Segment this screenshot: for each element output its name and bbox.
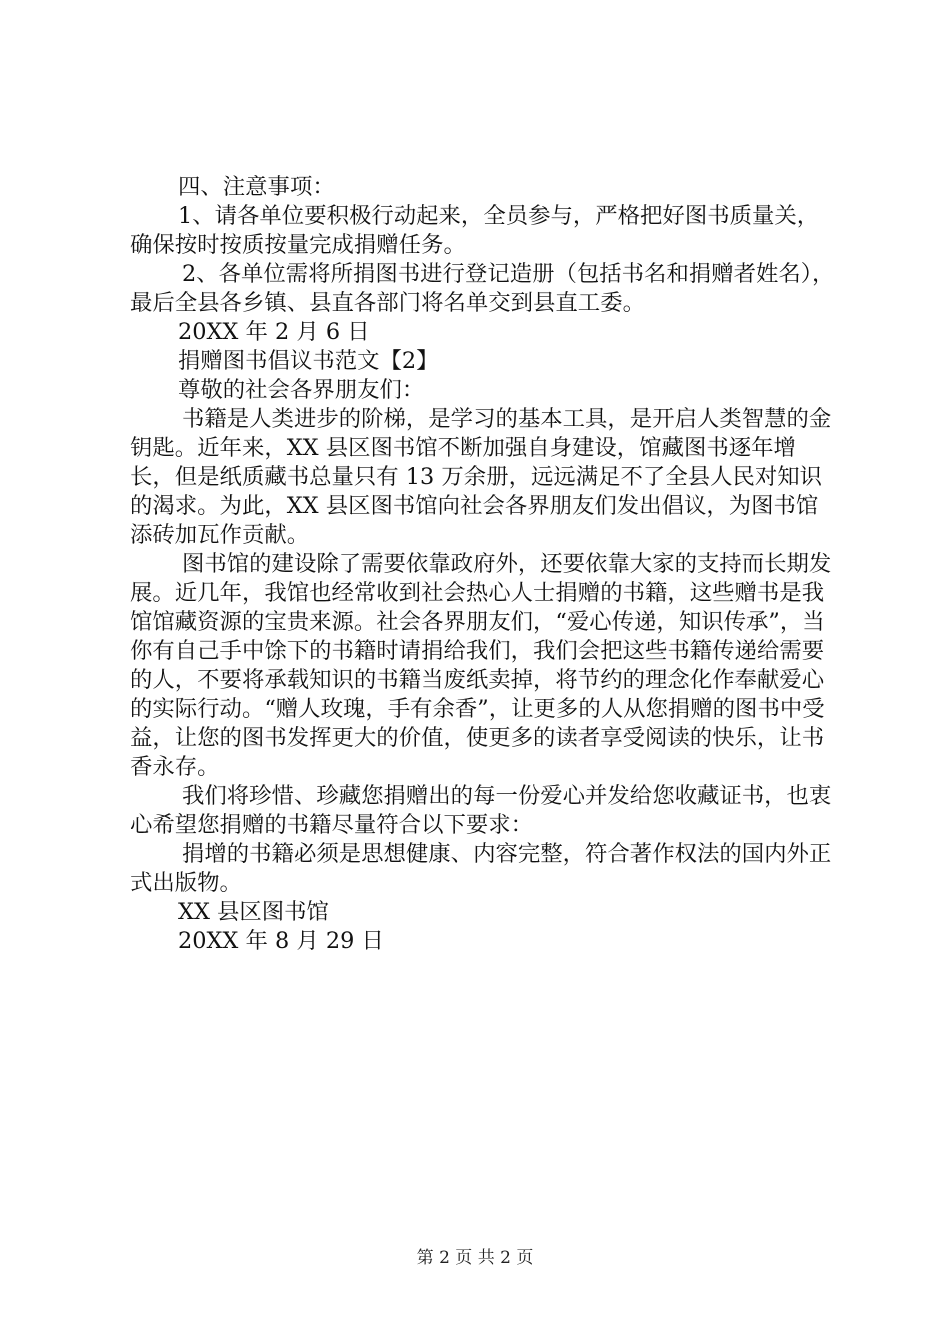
salutation: 尊敬的社会各界朋友们： <box>178 377 425 403</box>
date-line-2: 20XX 年 8 月 29 日 <box>178 928 384 954</box>
date-line-1: 20XX 年 2 月 6 日 <box>178 319 370 345</box>
page-footer: 第 2 页 共 2 页 <box>416 1248 534 1268</box>
paragraph-body-2: 图书馆的建设除了需要依靠政府外，还要依靠大家的支持而长期发展。近几年，我馆也经常收到社会热心人士捐赠的书籍，这些赠书是我馆馆藏资源的宝贵来源。社会各界朋友们，“爱心传递，知识传承”，当你有自己手中馀下的书籍时请捐给我们，我们会把这些书籍传递给需要的人，不要将承载知识的书籍当废纸卖掉，将节约的理念化作奉献爱心的实际行动。“赠人玫瑰，手有余香”，让更多的人从您捐赠的图书中受益，让您的图书发挥更大的价值，使更多的读者享受阅读的快乐，让书香永存。 <box>130 551 832 780</box>
subtitle-sample-2: 捐赠图书倡议书范文【2】 <box>178 348 439 374</box>
paragraph-body-3: 我们将珍惜、珍藏您捐赠出的每一份爱心并发给您收藏证书，也衷心希望您捐赠的书籍尽量符合以下要求： <box>130 783 832 838</box>
document-body <box>130 173 840 956</box>
paragraph-body-4: 捐增的书籍必须是思想健康、内容完整，符合著作权法的国内外正式出版物。 <box>130 841 832 896</box>
section-heading-notes: 四、注意事项： <box>178 174 335 200</box>
paragraph-note-2: 2、各单位需将所捐图书进行登记造册（包括书名和捐赠者姓名），最后全县各乡镇、县直各部门将名单交到县直工委。 <box>130 261 835 316</box>
paragraph-body-1: 书籍是人类进步的阶梯，是学习的基本工具，是开启人类智慧的金钥匙。近年来，XX 县区图书馆不断加强自身建设，馆藏图书逐年增长，但是纸质藏书总量只有 13 万余册，远远满足不了全县人民对知识的渴求。为此，XX 县区图书馆向社会各界朋友们发出倡议，为图书馆添砖加瓦作贡献。 <box>130 406 832 548</box>
paragraph-note-1: 1、请各单位要积极行动起来，全员参与，严格把好图书质量关，确保按时按质按量完成捐赠任务。 <box>130 203 820 258</box>
signature-org: XX 县区图书馆 <box>178 899 329 925</box>
